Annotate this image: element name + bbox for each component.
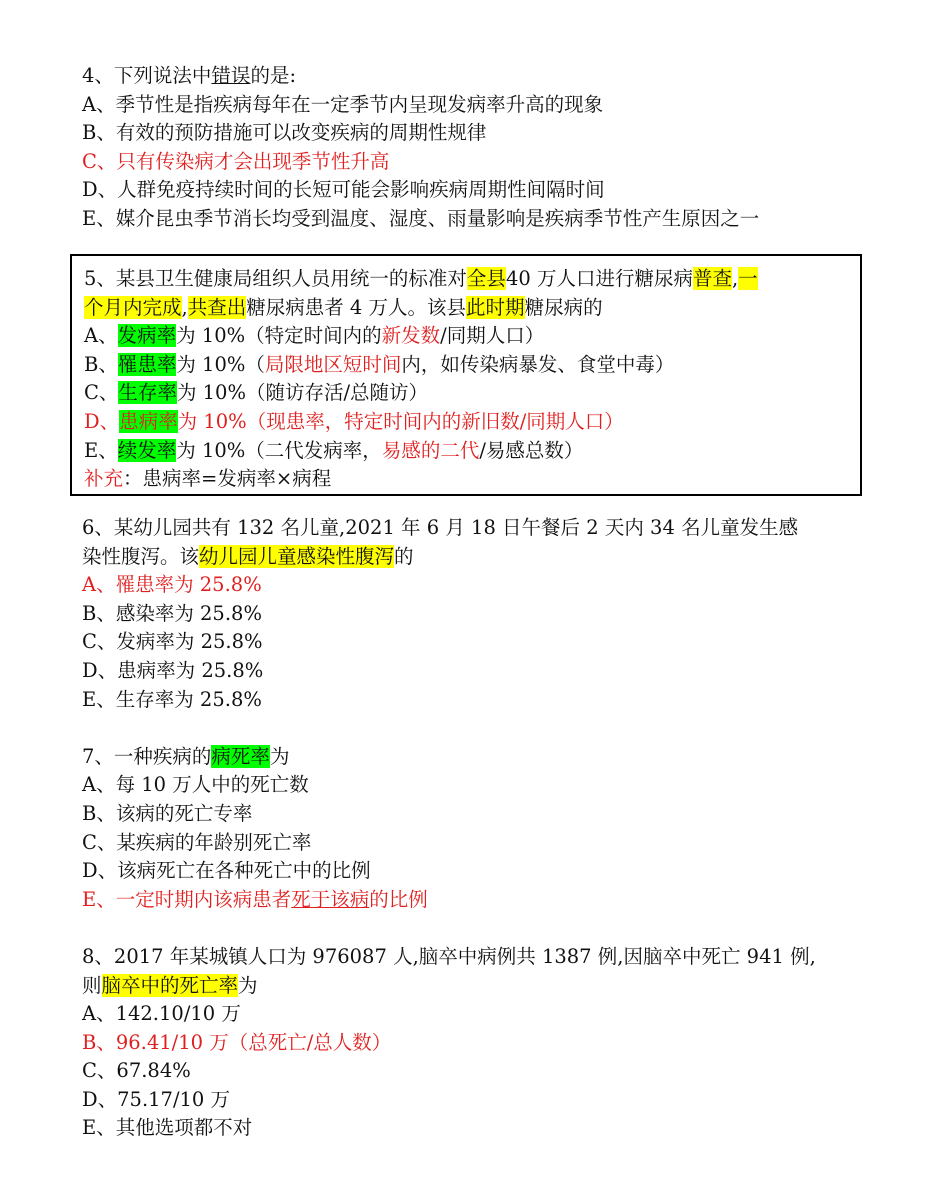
- q8-highlight: 脑卒中的死亡率: [101, 973, 239, 997]
- q5-option-a: [84, 322, 758, 351]
- q4-stem-end: 的是:: [250, 64, 297, 87]
- q5-text: 糖尿病的: [524, 295, 603, 319]
- q5-highlight: 全县: [466, 267, 506, 290]
- q5-option-e: [84, 437, 758, 466]
- q5-red-text: 易感的二代: [381, 438, 480, 462]
- q5-note-text: ：患病率=发病率×病程: [123, 467, 332, 491]
- q5-red-text: 为 10%（现患率，特定时间内的新旧数/同期人口）: [177, 409, 624, 433]
- q5-term-highlight: 患病率: [119, 409, 178, 433]
- q5-term-highlight: 续发率: [117, 438, 177, 462]
- q5-highlight: 普查: [692, 267, 732, 290]
- q5-red-text: 新发数: [381, 324, 441, 348]
- q5-stem-line1: [84, 265, 758, 294]
- q8-text: 则: [82, 973, 102, 997]
- q4-option-d: D、人群免疫持续时间的长短可能会影响疾病周期性间隔时间: [82, 178, 605, 202]
- q5-option-letter: B、: [84, 352, 118, 376]
- q8-option-c: C、67.84%: [82, 1059, 191, 1083]
- q7-stem: [82, 743, 872, 772]
- q8-text: 为: [238, 973, 258, 997]
- q4-option-e: E、媒介昆虫季节消长均受到温度、湿度、雨量影响是疾病季节性产生原因之一: [82, 206, 760, 230]
- q5-option-letter: E、: [84, 438, 118, 462]
- q5-text: 为 10%（: [176, 352, 265, 376]
- q5-option-d-answer: [84, 408, 758, 437]
- q8-option-d: D、75.17/10 万: [82, 1087, 231, 1111]
- q8-stem-line1: 8、2017 年某城镇人口为 976087 人,脑卒中病例共 1387 例,因脑卒中死亡 941 例,: [82, 944, 816, 968]
- q5-option-c: [84, 379, 758, 408]
- q4-option-c-answer: C、只有传染病才会出现季节性升高: [82, 149, 390, 173]
- q4-stem: [82, 62, 872, 91]
- q8-option-e: E、其他选项都不对: [82, 1116, 253, 1140]
- q6-stem-line2: [82, 543, 872, 572]
- q7-option-e-answer: [82, 886, 872, 915]
- q8-stem-line2: [82, 972, 872, 1001]
- q5-option-letter: A、: [84, 324, 118, 348]
- q7-option-d: D、该病死亡在各种死亡中的比例: [82, 859, 371, 883]
- q5-text: ,: [731, 267, 739, 290]
- q5-text: ,: [181, 295, 188, 319]
- q5-highlight: 共查出: [187, 295, 247, 319]
- q6-highlight: 幼儿园儿童感染性腹泻: [199, 544, 395, 568]
- q5-text: 为 10%（二代发病率，: [176, 438, 382, 462]
- q6-stem-line1: 6、某幼儿园共有 132 名儿童,2021 年 6 月 18 日午餐后 2 天内 34 名儿童发生感: [82, 516, 799, 539]
- q5-highlight: 个月内完成: [84, 295, 182, 319]
- q7-term-highlight: 病死率: [211, 744, 270, 768]
- question-sheet-lower: [82, 514, 872, 1143]
- q5-text: 内，如传染病暴发、食堂中毒）: [401, 352, 675, 376]
- q5-term-highlight: 生存率: [118, 381, 177, 405]
- q6-text: 的: [394, 544, 414, 568]
- q6-option-e: E、生存率为 25.8%: [82, 687, 262, 711]
- q5-text: 为 10%（随访存活/总随访）: [176, 381, 429, 405]
- q7-option-c: C、某疾病的年龄别死亡率: [82, 830, 312, 854]
- q8-option-b-answer: B、96.41/10 万（总死亡/总人数）: [82, 1030, 392, 1054]
- q5-option-b: [84, 351, 758, 380]
- q5-term-highlight: 发病率: [117, 324, 177, 348]
- q4-stem-underlined: 错误: [211, 64, 251, 87]
- q5-note-label: 补充: [84, 467, 124, 491]
- q5-text: /同期人口）: [440, 324, 545, 348]
- q5-text: 40 万人口进行糖尿病: [505, 267, 693, 290]
- q5-box: [70, 254, 862, 496]
- q7-red-text: E、一定时期内该病患者: [82, 887, 292, 911]
- q5-note: [84, 465, 758, 494]
- question-sheet: [82, 62, 872, 234]
- q5-highlight: 此时期: [466, 295, 525, 319]
- q7-underlined: 死于该病: [291, 887, 370, 911]
- q8-option-a: A、142.10/10 万: [82, 1002, 241, 1026]
- q5-term-highlight: 罹患率: [117, 352, 177, 376]
- q5-option-letter: C、: [84, 381, 119, 405]
- q5-option-letter: D、: [84, 409, 120, 433]
- q5-text: 为 10%（特定时间内的: [176, 324, 382, 348]
- q5-text: 糖尿病患者 4 万人。该县: [246, 295, 467, 319]
- q7-option-a: A、每 10 万人中的死亡数: [82, 773, 309, 797]
- q6-text: 染性腹泻。该: [82, 544, 200, 568]
- q7-text: 为: [269, 744, 290, 768]
- q4-option-a: A、季节性是指疾病每年在一定季节内呈现发病率升高的现象: [82, 92, 604, 116]
- q6-option-c: C、发病率为 25.8%: [82, 630, 263, 654]
- q6-option-b: B、感染率为 25.8%: [82, 601, 262, 625]
- q7-option-b: B、该病的死亡专率: [82, 801, 253, 825]
- q5-stem-line2: [84, 294, 758, 323]
- q4-stem-text: 4、下列说法中: [82, 64, 212, 87]
- q5-text: 5、某县卫生健康局组织人员用统一的标准对: [84, 267, 467, 290]
- q5-text: /易感总数）: [479, 438, 584, 462]
- q5-red-text: 局限地区短时间: [264, 352, 402, 376]
- spacer: [82, 914, 872, 943]
- spacer: [82, 714, 872, 743]
- q6-option-d: D、患病率为 25.8%: [82, 658, 264, 682]
- q6-option-a-answer: A、罹患率为 25.8%: [82, 573, 262, 597]
- q5-highlight: 一: [738, 267, 758, 290]
- q7-red-text: 的比例: [369, 887, 428, 911]
- q7-text: 7、一种疾病的: [82, 744, 212, 768]
- q4-option-b: B、有效的预防措施可以改变疾病的周期性规律: [82, 121, 487, 145]
